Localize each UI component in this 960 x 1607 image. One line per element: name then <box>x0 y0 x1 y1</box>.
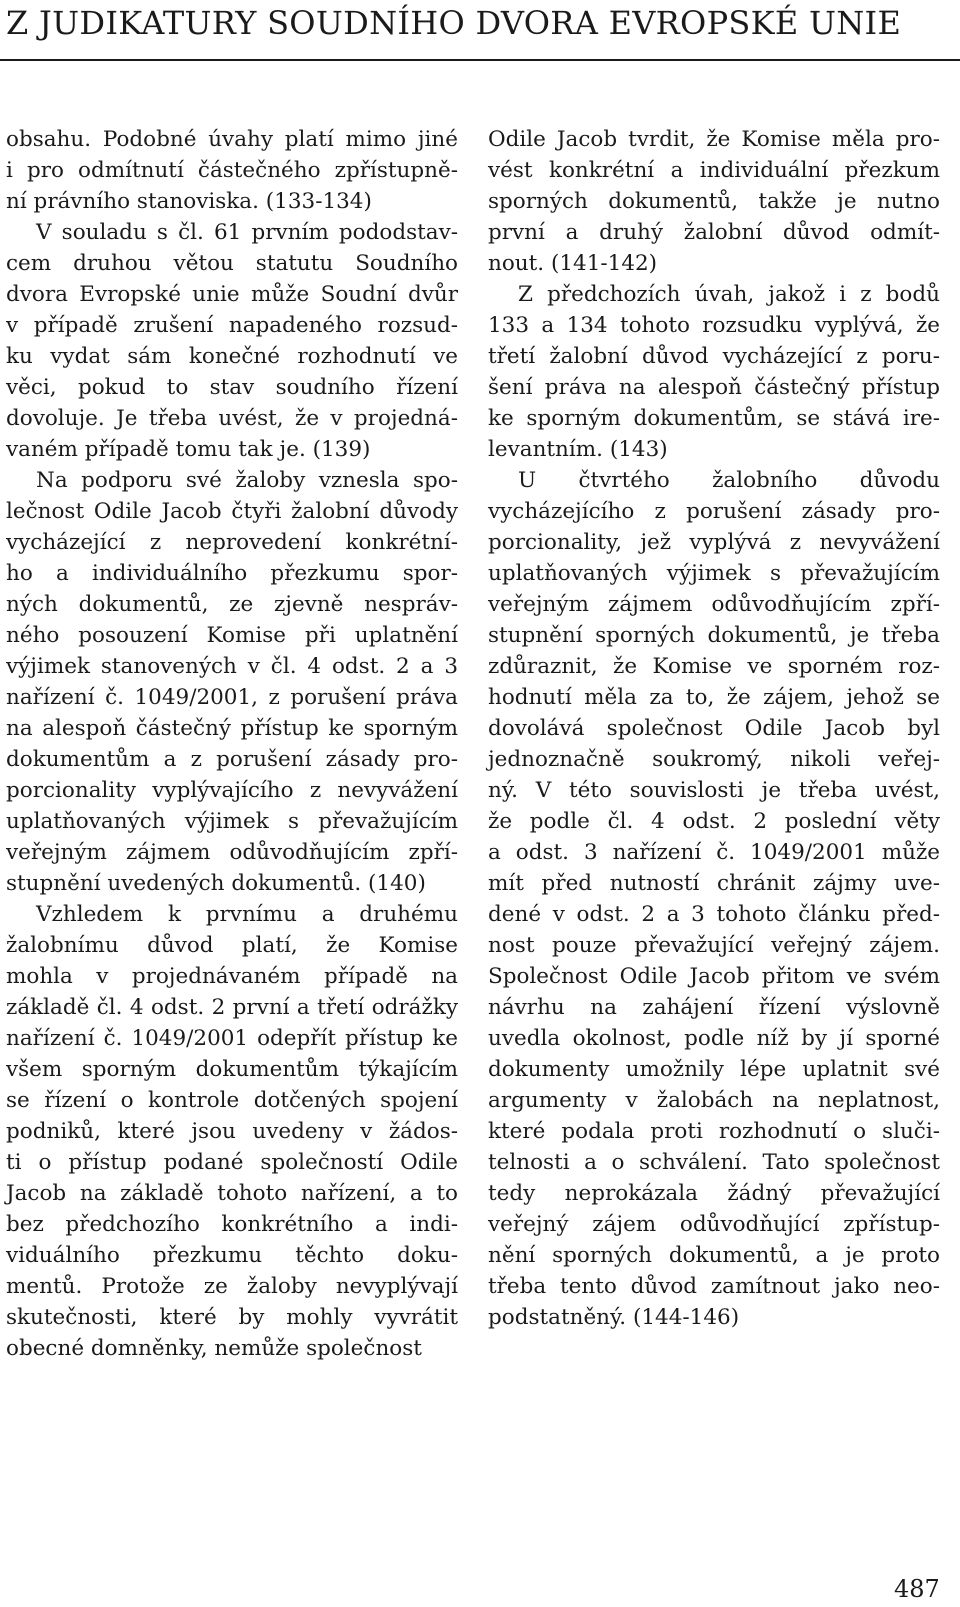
text-line: nění sporných dokumentů, a je proto <box>488 1243 940 1268</box>
text-line: veřejným zájmem odůvodňujícím zpří- <box>6 840 458 865</box>
left-column <box>6 124 458 1364</box>
text-line: stupnění uvedených dokumentů. (140) <box>6 871 426 896</box>
text-line: Vzhledem k prvnímu a druhému <box>36 902 458 927</box>
text-line: Na podporu své žaloby vznesla spo- <box>36 468 458 493</box>
text-line: dokumenty umožnily lépe uplatnit své <box>488 1057 940 1082</box>
text-line: Jacob na základě tohoto nařízení, a to <box>6 1181 458 1206</box>
text-line: všem sporným dokumentům týkajícím <box>6 1057 458 1082</box>
text-line: a odst. 3 nařízení č. 1049/2001 může <box>488 840 940 865</box>
text-line: podstatněný. (144-146) <box>488 1305 740 1330</box>
text-line: levantním. (143) <box>488 437 668 462</box>
text-line: hodnutí měla za to, že zájem, jehož se <box>488 685 940 710</box>
text-line: uvedla okolnost, podle níž by jí sporné <box>488 1026 940 1051</box>
text-line: ný. V této souvislosti je třeba uvést, <box>488 778 940 803</box>
text-line: cem druhou větou statutu Soudního <box>6 251 458 276</box>
text-line: věci, pokud to stav soudního řízení <box>6 375 458 400</box>
text-line: podniků, které jsou uvedeny v žádos- <box>6 1119 458 1144</box>
text-line: veřejným zájmem odůvodňujícím zpří- <box>488 592 940 617</box>
header-rule <box>0 59 960 61</box>
text-line: návrhu na zahájení řízení výslovně <box>488 995 940 1020</box>
text-line: nařízení č. 1049/2001, z porušení práva <box>6 685 458 710</box>
text-line: nařízení č. 1049/2001 odepřít přístup ke <box>6 1026 458 1051</box>
text-line: žalobnímu důvod platí, že Komise <box>6 933 458 958</box>
text-line: šení práva na alespoň částečný přístup <box>488 375 940 400</box>
text-line: stupnění sporných dokumentů, je třeba <box>488 623 940 648</box>
text-line: ní právního stanoviska. (133-134) <box>6 189 372 214</box>
text-line: v případě zrušení napadeného rozsud- <box>6 313 458 338</box>
text-line: argumenty v žalobách na neplatnost, <box>488 1088 940 1113</box>
text-line: telnosti a o schválení. Tato společnost <box>488 1150 940 1175</box>
text-line: nost pouze převažující veřejný zájem. <box>488 933 940 958</box>
text-line: mentů. Protože ze žaloby nevyplývají <box>6 1274 458 1299</box>
right-column <box>488 124 940 1333</box>
text-line: ti o přístup podané společností Odile <box>6 1150 458 1175</box>
text-line: dené v odst. 2 a 3 tohoto článku před- <box>488 902 940 927</box>
text-line: Z předchozích úvah, jakož i z bodů <box>518 282 940 307</box>
text-line: uplatňovaných výjimek s převažujícím <box>6 809 458 834</box>
text-line: obsahu. Podobné úvahy platí mimo jiné <box>6 127 458 152</box>
text-line: základě čl. 4 odst. 2 první a třetí odrážky <box>6 995 458 1020</box>
text-line: které podala proti rozhodnutí o sluči- <box>488 1119 940 1144</box>
text-line: dovoluje. Je třeba uvést, že v projedná- <box>6 406 458 431</box>
text-line: viduálního přezkumu těchto doku- <box>6 1243 458 1268</box>
text-line: na alespoň částečný přístup ke sporným <box>6 716 458 741</box>
text-line: vaném případě tomu tak je. (139) <box>6 437 371 462</box>
text-line: třeba tento důvod zamítnout jako neo- <box>488 1274 940 1299</box>
text-line: dovolává společnost Odile Jacob byl <box>488 716 940 741</box>
text-line: i pro odmítnutí částečného zpřístupně- <box>6 158 458 183</box>
text-line: V souladu s čl. 61 prvním pododstav- <box>36 220 458 245</box>
text-line: sporných dokumentů, takže je nutno <box>488 189 940 214</box>
text-line: nout. (141-142) <box>488 251 658 276</box>
running-header: Z JUDIKATURY SOUDNÍHO DVORA EVROPSKÉ UNIE <box>6 4 902 42</box>
text-line: ho a individuálního přezkumu spor- <box>6 561 458 586</box>
text-line: uplatňovaných výjimek s převažujícím <box>488 561 940 586</box>
text-line: zdůraznit, že Komise ve sporném roz- <box>488 654 940 679</box>
text-line: ného posouzení Komise při uplatnění <box>6 623 458 648</box>
text-line: vycházejícího z porušení zásady pro- <box>488 499 940 524</box>
page-number: 487 <box>894 1575 940 1603</box>
text-line: jednoznačně soukromý, nikoli veřej- <box>488 747 940 772</box>
text-line: tedy neprokázala žádný převažující <box>488 1181 940 1206</box>
text-line: se řízení o kontrole dotčených spojení <box>6 1088 458 1113</box>
text-line: výjimek stanovených v čl. 4 odst. 2 a 3 <box>6 654 458 679</box>
text-line: ných dokumentů, ze zjevně nespráv- <box>6 592 458 617</box>
text-line: třetí žalobní důvod vycházející z poru- <box>488 344 940 369</box>
text-line: Odile Jacob tvrdit, že Komise měla pro- <box>488 127 940 152</box>
text-line: mohla v projednávaném případě na <box>6 964 458 989</box>
text-line: dvora Evropské unie může Soudní dvůr <box>6 282 458 307</box>
text-line: 133 a 134 tohoto rozsudku vyplývá, že <box>488 313 940 338</box>
text-line: ke sporným dokumentům, se stává ire- <box>488 406 940 431</box>
text-line: že podle čl. 4 odst. 2 poslední věty <box>488 809 940 834</box>
text-line: ku vydat sám konečné rozhodnutí ve <box>6 344 458 369</box>
text-line: lečnost Odile Jacob čtyři žalobní důvody <box>6 499 458 524</box>
text-line: skutečnosti, které by mohly vyvrátit <box>6 1305 458 1330</box>
text-line: obecné domněnky, nemůže společnost <box>6 1336 422 1361</box>
text-line: bez předchozího konkrétního a indi- <box>6 1212 458 1237</box>
text-line: mít před nutností chránit zájmy uve- <box>488 871 940 896</box>
text-line: porcionality vyplývajícího z nevyvážení <box>6 778 458 803</box>
text-line: vycházející z neprovedení konkrétní- <box>6 530 458 555</box>
text-line: U čtvrtého žalobního důvodu <box>518 468 940 493</box>
text-line: Společnost Odile Jacob přitom ve svém <box>488 964 940 989</box>
text-line: veřejný zájem odůvodňující zpřístup- <box>488 1212 940 1237</box>
text-line: vést konkrétní a individuální přezkum <box>488 158 940 183</box>
text-line: dokumentům a z porušení zásady pro- <box>6 747 458 772</box>
text-line: první a druhý žalobní důvod odmít- <box>488 220 940 245</box>
text-line: porcionality, jež vyplývá z nevyvážení <box>488 530 940 555</box>
